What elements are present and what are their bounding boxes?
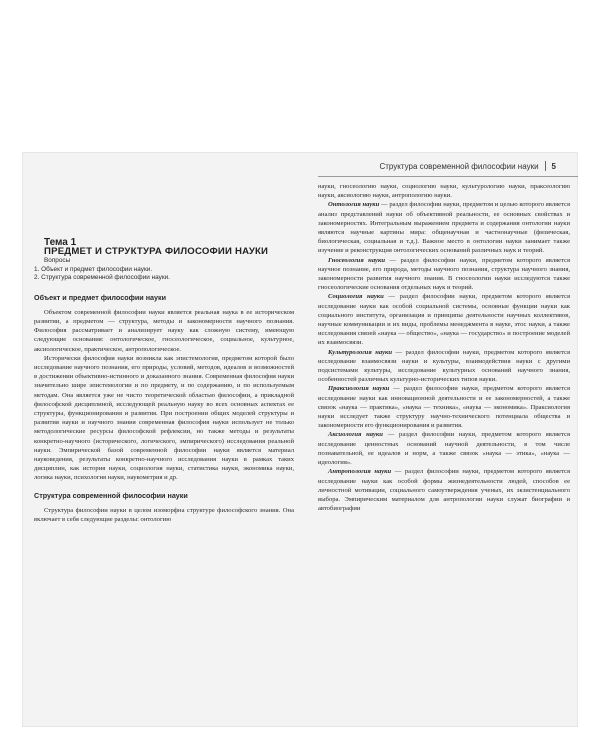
definition-praxeology: [318, 384, 570, 430]
header-rule: [318, 176, 578, 177]
term: Гносеология науки: [328, 256, 385, 264]
definition-text: — раздел философии науки, предметом которого является исследование науки как особой социальной системы, основные функции науки как социального института, организация и принципы деятельности научных коллективов, научные коммуникации и их виды, проблемы менеджмента в науке, этос науки, а также исследования связей «наука — общество», «наука — государство» и построение моделей их взаимосвязи.: [318, 293, 570, 347]
definition-culturology: [318, 348, 570, 385]
paragraph: Объектом современной философии науки является реальная наука в ее историческом развитии, а предметом — структура, методы и закономерности научного познания. Философия рассматривает и анализирует науку как сложную систему, имеющую следующие основания: онтологическое, гносеологическое, социальное, культурное, аксиологическое, практическое, антропологическое.: [34, 308, 294, 353]
running-head-divider: [545, 161, 546, 171]
questions-label: Вопросы: [44, 257, 71, 265]
right-column: [318, 182, 570, 513]
definition-text: — раздел философии науки, предметом которого является исследование взаимосвязи науки и культуры, взаимодействия науки с другими подсистемами культуры, исследование культурных оснований научного знания, особенностей различных культурно-исторических типов науки.: [318, 348, 571, 384]
definition-ontology: [318, 200, 570, 255]
definition-gnoseology: [318, 256, 570, 293]
definition-text: — раздел философии науки, предметом которого является исследование науки как инновационной деятельности и ее закономерностей, а также связок «наука — практика», «наука — техника», «наука — экономика». Праксиология науки исследует также структуру научно-технического потенциала общества и закономерности его функционирования и развития.: [318, 385, 570, 430]
definition-text: — раздел философии науки, предметом которого является исследование ценностных оснований научной деятельности, в том числе познавательной, ее идеалов и норм, а также связок «наука — этика», «наука — идеология».: [318, 431, 571, 467]
definition-sociology: [318, 292, 570, 347]
term: Культурология науки: [328, 348, 393, 356]
definition-anthropology: [318, 467, 570, 513]
definition-text: — раздел философии науки, предметом которого является научное познание, его природа, методы научного познания, структура научного знания, закономерности развития научного знания. В гносеологии науки исследуются также гносеологические основания отдельных наук и теорий.: [318, 256, 570, 292]
paragraph: Исторически философия науки возникла как эпистемология, предметом которой было исследование научного познания, его природы, условий, методов, идеалов и возможностей в достижении объективно-истинного и доказанного знания. Современная философия науки значительно шире эпистемологии и по предмету, и по содержанию, и по используемым методам. Она является уже не чисто теоретической областью философии, а прикладной философской дисциплиной, исследующей реальную науку во всех основных аспектах ее структуры, функционирования и развития. При построении общих моделей структуры и развития науки и научного знания современная философия науки использует не только методологические ресурсы философской рефлексии, но также методы и результаты конкретно-научного (исторического, логического, эмпирического) исследования реальной науки. Эмпирической базой современной философии науки является материал науковедения, результаты конкретно-научного исследования науки в рамках таких дисциплин, как история науки, социология науки, статистика науки, экономика науки, логика науки, психология науки, наукометрия и др.: [34, 354, 294, 482]
paragraph: науки, гносеологию науки, социологию науки, культурологию науки, праксеологию науки, аксиологию науки, антропологию науки.: [318, 183, 570, 200]
definition-text: — раздел философии науки, предметом и целью которого является анализ представлений науки об объективной реальности, ее основных свойствах и закономерностях. Интегральным выражением предмета и содержания онтологии науки являются научные картины мира: общенаучная и частнонаучные (физическая, биологическая, социальная и т.д.). Важное место в онтологии науки занимает также изучение и реконструкция онтологических оснований различных наук и теорий.: [318, 201, 570, 255]
left-column: [34, 238, 294, 524]
running-head-title: Структура современной философии науки: [379, 161, 539, 171]
term: Антропология науки: [328, 468, 392, 476]
section-heading: Объект и предмет философии науки: [34, 292, 167, 302]
page-number: 5: [551, 161, 556, 171]
definition-axiology: [318, 430, 570, 467]
questions-list: [34, 266, 294, 283]
topic-label: Тема 1: [44, 237, 77, 248]
term: Социология науки: [328, 293, 384, 301]
paragraph: Структура философии науки в целом изоморфна структуре философского знания. Она включает в себя следующие разделы: онтологию: [34, 506, 294, 524]
section-heading: Структура современной философии науки: [34, 490, 188, 500]
definition-text: — раздел философии науки, предметом которого является исследование науки как особой формы жизнедеятельности людей, способов ее личностной мотивации, социального самоутверждения ученых, их экзистенциального выбора. Эмпирическим материалом для антропологии науки служат биографии и автобиографии: [318, 468, 570, 513]
term: Праксиология науки: [328, 385, 390, 393]
question-item: 2. Структура современной философии науки.: [34, 274, 170, 282]
term: Онтология науки: [328, 201, 380, 209]
running-head: [379, 161, 556, 171]
book-page: [22, 152, 578, 727]
topic-title: ПРЕДМЕТ И СТРУКТУРА ФИЛОСОФИИ НАУКИ: [44, 246, 269, 258]
term: Аксиология науки: [328, 431, 383, 439]
question-item: 1. Объект и предмет философии науки.: [34, 265, 153, 273]
